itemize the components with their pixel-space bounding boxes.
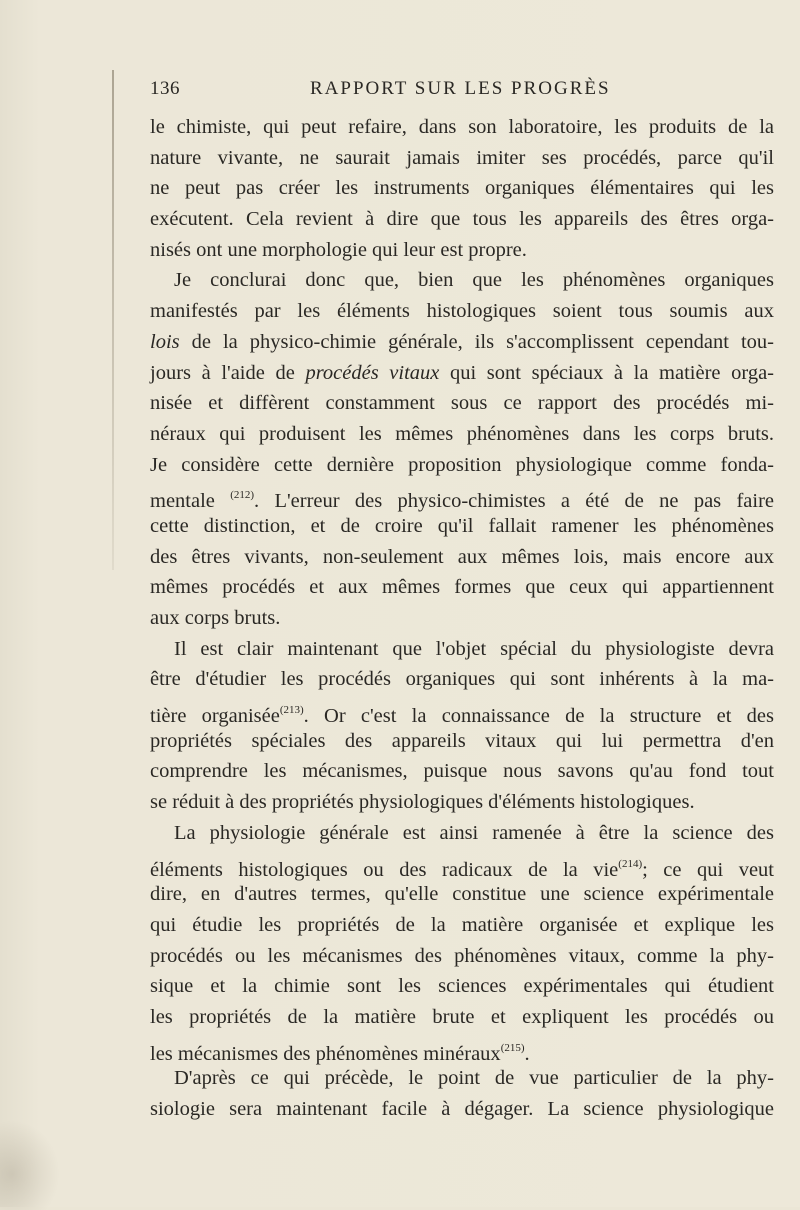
text-line xyxy=(150,695,774,726)
text-span: tière organisée xyxy=(150,705,280,728)
page-number: 136 xyxy=(150,78,180,99)
text-line: manifestés par les éléments histologiques soient tous soumis aux xyxy=(150,300,774,323)
text-span: . Or c'est la connaissance de la structure et des xyxy=(303,705,774,728)
text-line: ne peut pas créer les instruments organiques élémentaires qui les xyxy=(150,177,774,200)
text-line: des êtres vivants, non-seulement aux mêmes lois, mais encore aux xyxy=(150,545,774,568)
text-line: nature vivante, ne saurait jamais imiter ses procédés, parce qu'il xyxy=(150,146,774,169)
text-line: qui étudie les propriétés de la matière organisée et explique les xyxy=(150,913,774,936)
text-line: La physiologie générale est ainsi ramenée à être la science des xyxy=(174,821,774,844)
text-line: aux corps bruts. xyxy=(150,607,281,629)
text-line: être d'étudier les procédés organiques qui sont inhérents à la ma- xyxy=(150,668,774,691)
page-smudge xyxy=(0,1120,60,1210)
text-line: cette distinction, et de croire qu'il fallait ramener les phénomènes xyxy=(150,514,774,537)
text-line: comprendre les mécanismes, puisque nous savons qu'au fond tout xyxy=(150,760,774,783)
text-line xyxy=(150,327,774,358)
running-title: RAPPORT SUR LES PROGRÈS xyxy=(310,78,611,99)
text-line: Je conclurai donc que, bien que les phénomènes organiques xyxy=(174,269,774,292)
text-span: qui sont spéciaux à la matière orga- xyxy=(439,361,774,384)
running-header xyxy=(150,78,774,104)
page-edge-shadow xyxy=(112,70,114,570)
text-line: le chimiste, qui peut refaire, dans son laboratoire, les produits de la xyxy=(150,116,774,138)
text-span: ; ce qui veut xyxy=(642,858,774,881)
text-line: propriétés spéciales des appareils vitaux qui lui permettra d'en xyxy=(150,729,774,752)
text-line xyxy=(150,849,774,880)
text-span: de la physico-chimie générale, ils s'accomplissent cependant tou- xyxy=(179,330,774,353)
text-span: . L'erreur des physico-chimistes a été de ne pas faire xyxy=(254,490,774,513)
text-line: sique et la chimie sont les sciences expérimentales qui étudient xyxy=(150,975,774,998)
text-span: éléments histologiques ou des radicaux de la vie xyxy=(150,858,619,881)
text-line xyxy=(150,358,774,389)
italic-phrase: procédés vitaux xyxy=(305,361,440,384)
text-line: exécutent. Cela revient à dire que tous les appareils des êtres orga- xyxy=(150,208,774,231)
footnote-ref[interactable]: (212) xyxy=(230,489,255,502)
footnote-ref[interactable]: (214) xyxy=(618,857,643,870)
text-line: mêmes procédés et aux mêmes formes que ceux qui appartiennent xyxy=(150,576,774,599)
text-line: procédés ou les mécanismes des phénomènes vitaux, comme la phy- xyxy=(150,944,774,967)
text-line: D'après ce qui précède, le point de vue particulier de la phy- xyxy=(174,1067,774,1090)
text-line: se réduit à des propriétés physiologiques d'éléments histologiques. xyxy=(150,791,695,814)
text-line: dire, en d'autres termes, qu'elle constitue une science expérimentale xyxy=(150,883,774,906)
text-line: Il est clair maintenant que l'objet spécial du physiologiste devra xyxy=(174,637,774,660)
text-span: les mécanismes des phénomènes minéraux xyxy=(150,1042,501,1065)
text-line: nisée et diffèrent constamment sous ce rapport des procédés mi- xyxy=(150,392,774,415)
footnote-ref[interactable]: (215) xyxy=(500,1041,525,1054)
text-line: nisés ont une morphologie qui leur est propre. xyxy=(150,238,527,261)
footnote-ref[interactable]: (213) xyxy=(279,704,304,717)
text-line: néraux qui produisent les mêmes phénomènes dans les corps bruts. xyxy=(150,422,774,445)
text-span: . xyxy=(524,1042,530,1065)
text-line: les propriétés de la matière brute et expliquent les procédés ou xyxy=(150,1005,774,1028)
text-span: mentale xyxy=(150,490,231,513)
text-span: jours à l'aide de xyxy=(150,361,306,384)
italic-word: lois xyxy=(150,330,180,353)
text-line: Je considère cette dernière proposition physiologique comme fonda- xyxy=(150,453,774,476)
text-line xyxy=(150,1033,774,1064)
text-line: siologie sera maintenant facile à dégager. La science physiologique xyxy=(150,1098,774,1120)
text-line xyxy=(150,480,774,511)
body-text xyxy=(150,112,774,1125)
